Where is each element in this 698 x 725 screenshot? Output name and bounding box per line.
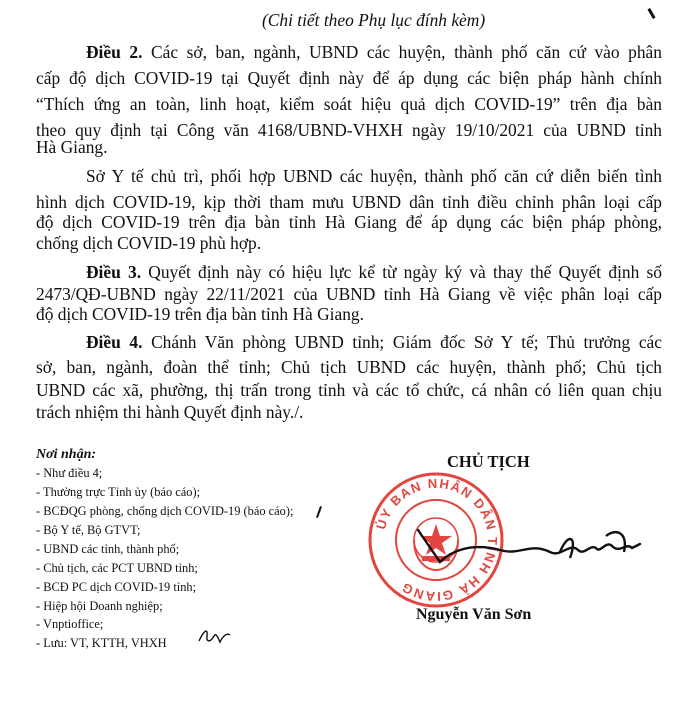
handwritten-signature [410,522,660,582]
recipient-item: - UBND các tỉnh, thành phố; [36,542,180,556]
article3-line2: 2473/QĐ-UBND ngày 22/11/2021 của UBND tỉnh Hà Giang về việc phân loại cấp [36,284,662,304]
recipient-item: - Bộ Y tế, Bộ GTVT; [36,523,141,537]
attachment-note: (Chi tiết theo Phụ lục đính kèm) [262,10,486,30]
article3-label: Điều 3. [86,262,142,282]
recipient-item: - Vnptioffice; [36,617,104,631]
article2-p2-line2: hình dịch COVID-19, kịp thời tham mưu UBND dân tỉnh điều chỉnh phân loại cấp [36,192,662,212]
stray-mark [647,8,655,19]
article2-p2-line1: Sở Y tế chủ trì, phối hợp UBND các huyện, thành phố căn cứ diễn biến tình [86,166,662,186]
signer-name: Nguyễn Văn Sơn [416,606,532,623]
seal-text-path: ỦY BAN NHÂN DÂN TỈNH HÀ GIANG [373,475,501,605]
article2-line2: cấp độ dịch COVID-19 tại Quyết định này để áp dụng các biện pháp hành chính [36,68,662,88]
recipient-item: - Hiệp hội Doanh nghiệp; [36,599,163,613]
article4-line3: UBND các xã, phường, thị trấn trong tỉnh và các tổ chức, cá nhân có liên quan chịu [36,380,662,400]
recipients-heading: Nơi nhận: [36,447,97,462]
recipient-item: - Chủ tịch, các PCT UBND tỉnh; [36,561,198,575]
article4-line2: sở, ban, ngành, đoàn thể tỉnh; Chủ tịch UBND các huyện, thành phố; Chủ tịch [36,357,662,377]
article2-line1 [86,42,662,62]
recipient-item: - Như điều 4; [36,466,103,480]
article2-line5: Hà Giang. [36,137,108,157]
article2-label: Điều 2. [86,42,143,62]
article3-line3: độ dịch COVID-19 trên địa bàn tỉnh Hà Giang. [36,304,364,324]
article4-line4: trách nhiệm thi hành Quyết định này./. [36,402,304,422]
recipient-item: - Thường trực Tỉnh ủy (báo cáo); [36,485,201,499]
article2-line3: “Thích ứng an toàn, linh hoạt, kiểm soát hiệu quả dịch COVID-19” trên địa bàn [36,94,662,114]
recipient-item: - BCĐQG phòng, chống dịch COVID-19 (báo cáo); [36,504,294,518]
article2-line4: theo quy định tại Công văn 4168/UBND-VHXH ngày 19/10/2021 của UBND tỉnh [36,120,662,140]
article4-line1 [86,332,662,352]
signature-title: CHỦ TỊCH [447,452,530,471]
initials-mark [196,626,236,648]
recipient-item: - BCĐ PC dịch COVID-19 tỉnh; [36,580,197,594]
article4-text1: Chánh Văn phòng UBND tỉnh; Giám đốc Sở Y tế; Thủ trưởng các [151,332,662,352]
article3-line1 [86,262,662,282]
article2-p2-line4: chống dịch COVID-19 phù hợp. [36,233,262,253]
article3-text1: Quyết định này có hiệu lực kể từ ngày ký và thay thế Quyết định số [148,262,662,282]
pen-mark [316,506,322,518]
article2-p2-line3: độ dịch COVID-19 trên địa bàn tỉnh Hà Giang để áp dụng các biện pháp phòng, [36,212,662,232]
recipient-item: - Lưu: VT, KTTH, VHXH [36,636,167,650]
article4-label: Điều 4. [86,332,143,352]
article2-text1: Các sở, ban, ngành, UBND các huyện, thành phố căn cứ vào phân [151,42,662,62]
